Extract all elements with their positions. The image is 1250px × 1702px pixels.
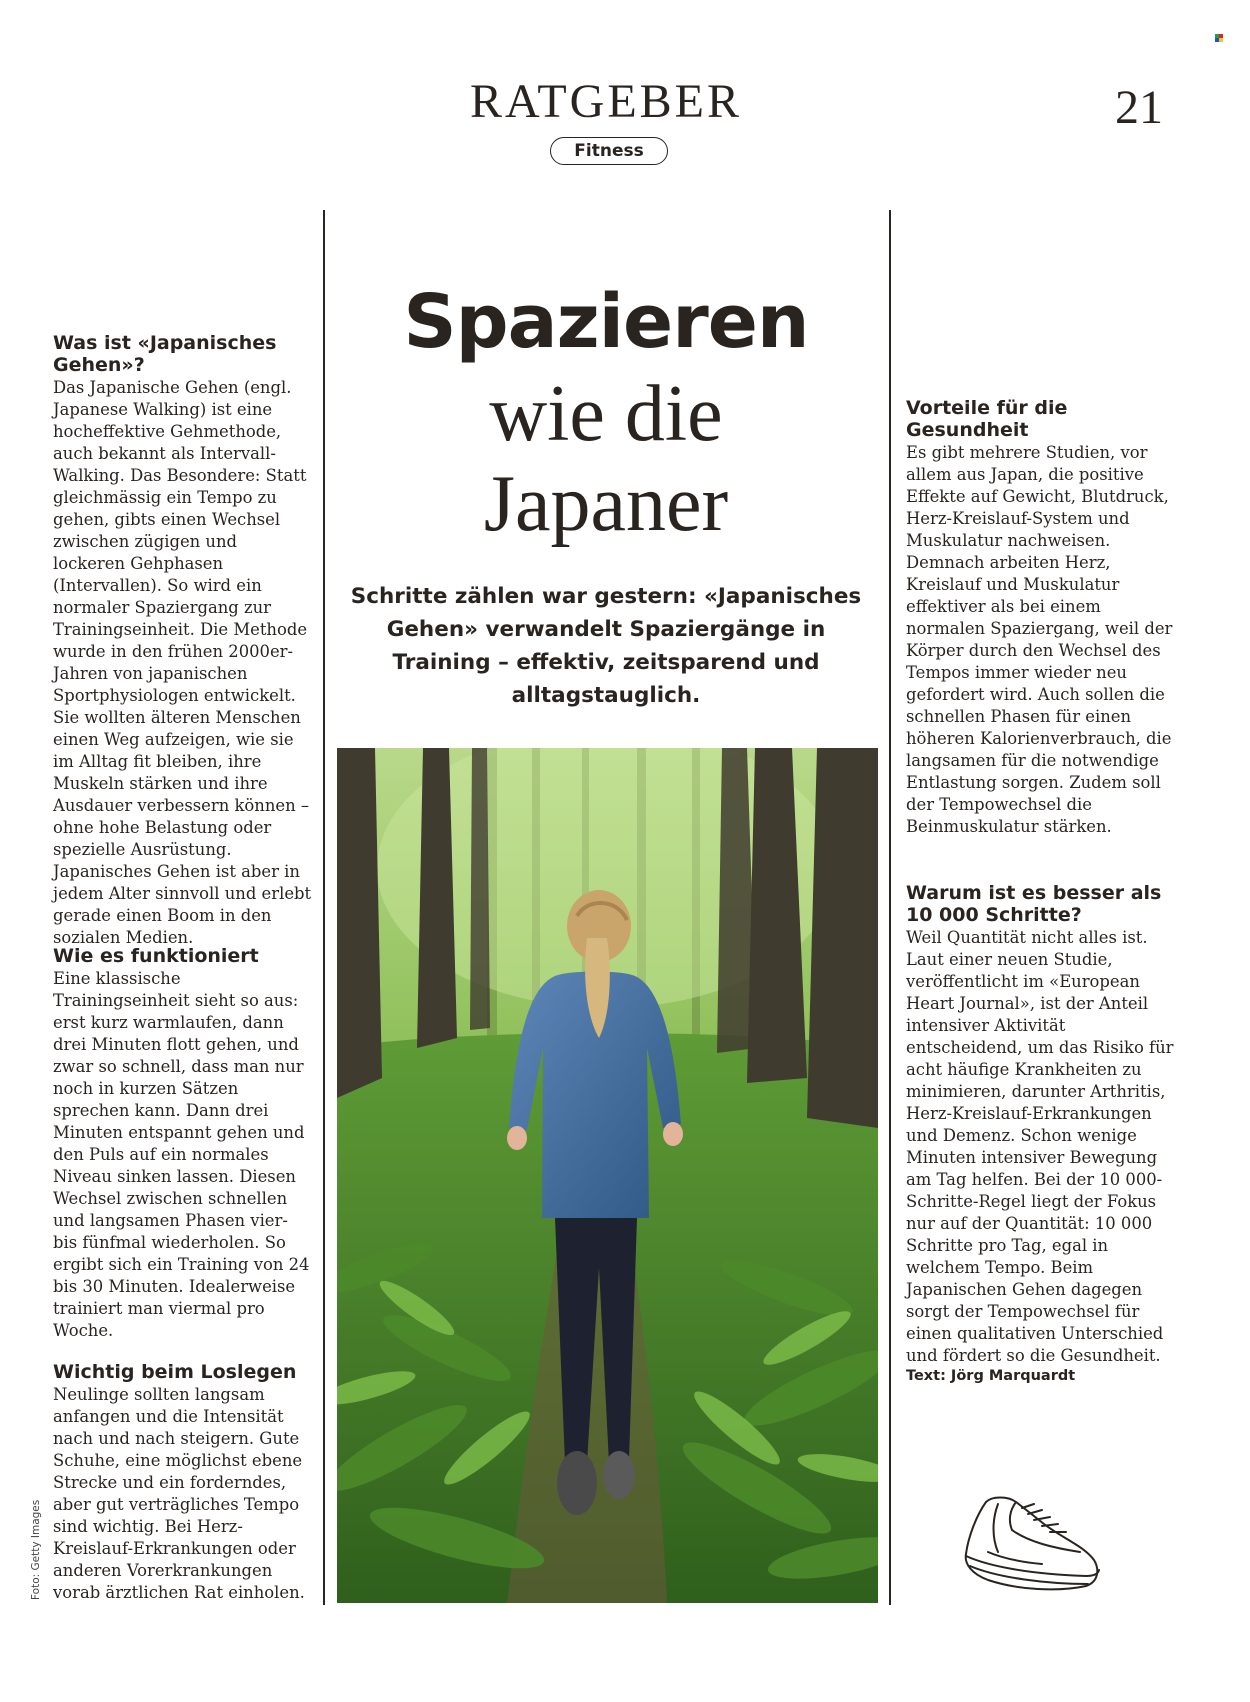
page-number: 21	[1115, 81, 1163, 134]
section-body: Neulinge sollten langsam anfangen und die Intensität nach und nach steigern. Gute Schuhe, eine möglichst ebene Strecke und ein forderndes, aber gut verträgliches Tempo sind wichtig. Bei Herz-Kreislauf-Erkrankungen oder anderen Vorerkrankungen vorab ärztlichen Rat einholen.	[53, 1385, 305, 1602]
section-body: Das Japanische Gehen (engl. Japanese Walking) ist eine hocheffektive Gehmethode, auch bekannt als Intervall-Walking. Das Besondere: Statt gleichmässig ein Tempo zu gehen, gibts einen Wechsel zwischen zügigen und lockeren Gehphasen (Intervallen). So wird ein normaler Spaziergang zur Trainingseinheit. Die Methode wurde in den frühen 2000er-Jahren von japanischen Sportphysiologen entwickelt. Sie wollten älteren Menschen einen Weg aufzeigen, wie sie im Alltag fit bleiben, ihre Muskeln stärken und ihre Ausdauer verbessern können – ohne hohe Belastung oder spezielle Ausrüstung. Japanisches Gehen ist aber in jedem Alter sinnvoll und erlebt gerade einen Boom in den sozialen Medien.	[53, 378, 312, 947]
article-section	[53, 945, 313, 1342]
column-rule-left	[323, 210, 325, 1605]
section-heading: Warum ist es besser als 10 000 Schritte?	[906, 882, 1162, 926]
section-heading: Wichtig beim Loslegen	[53, 1361, 297, 1383]
lead-paragraph: Schritte zählen war gestern: «Japanisches Gehen» verwandelt Spaziergänge in Training – effektiv, zeitsparend und alltagstauglich.	[350, 584, 862, 708]
column-rule-right	[889, 210, 891, 1605]
sneaker-icon	[958, 1490, 1108, 1600]
article-section	[53, 332, 313, 949]
article-section	[906, 397, 1176, 838]
color-registration-icon	[1215, 34, 1223, 42]
category-pill: Fitness	[550, 137, 668, 165]
headline-line-2: wie die	[489, 370, 723, 458]
author-credit: Text: Jörg Marquardt	[906, 1368, 1076, 1384]
headline: Spazieren	[403, 279, 809, 365]
forest-walk-photo	[337, 748, 878, 1603]
section-heading: Wie es funktioniert	[53, 945, 259, 967]
section-body: Es gibt mehrere Studien, vor allem aus Japan, die positive Effekte auf Gewicht, Blutdruck, Herz-Kreislauf-System und Muskulatur nachweisen. Demnach arbeiten Herz, Kreislauf und Muskulatur effektiver als bei einem normalen Spaziergang, weil der Körper durch den Wechsel des Tempos immer wieder neu gefordert wird. Auch sollen die schnellen Phasen für einen höheren Kalorienverbrauch, die langsamen für die notwendige Entlastung sorgen. Zudem soll der Tempowechsel die Beinmuskulatur stärken.	[906, 443, 1173, 836]
right-column	[906, 0, 1176, 1702]
section-title: RATGEBER	[469, 75, 742, 128]
article-section	[906, 882, 1176, 1367]
section-body: Eine klassische Trainingseinheit sieht so aus: erst kurz warmlaufen, dann drei Minuten flott gehen, und zwar so schnell, dass man nur noch in kurzen Sätzen sprechen kann. Dann drei Minuten entspannt gehen und den Puls auf ein normales Niveau sinken lassen. Diesen Wechsel zwischen schnellen und langsamen Phasen vier- bis fünfmal wiederholen. So ergibt sich ein Training von 24 bis 30 Minuten. Idealerweise trainiert man viermal pro Woche.	[53, 969, 310, 1340]
section-heading: Vorteile für die Gesundheit	[906, 397, 1068, 441]
photo-credit: Foto: Getty Images	[30, 1499, 42, 1600]
section-heading: Was ist «Japanisches Gehen»?	[53, 332, 277, 376]
headline-line-3: Japaner	[483, 460, 729, 548]
section-body: Weil Quantität nicht alles ist. Laut einer neuen Studie, veröffentlicht im «European Heart Journal», ist der Anteil intensiver Aktivität entscheidend, um das Risiko für acht häufige Krankheiten zu minimieren, darunter Arthritis, Herz-Kreislauf-Erkrankungen und Demenz. Schon wenige Minuten intensiver Bewegung am Tag helfen. Bei der 10 000-Schritte-Regel liegt der Fokus nur auf der Quantität: 10 000 Schritte pro Tag, egal in welchem Tempo. Beim Japanischen Gehen dagegen sorgt der Tempowechsel für einen qualitativen Unterschied und fördert so die Gesundheit.	[906, 928, 1174, 1365]
article-section	[53, 1361, 313, 1604]
left-column	[53, 0, 313, 1702]
